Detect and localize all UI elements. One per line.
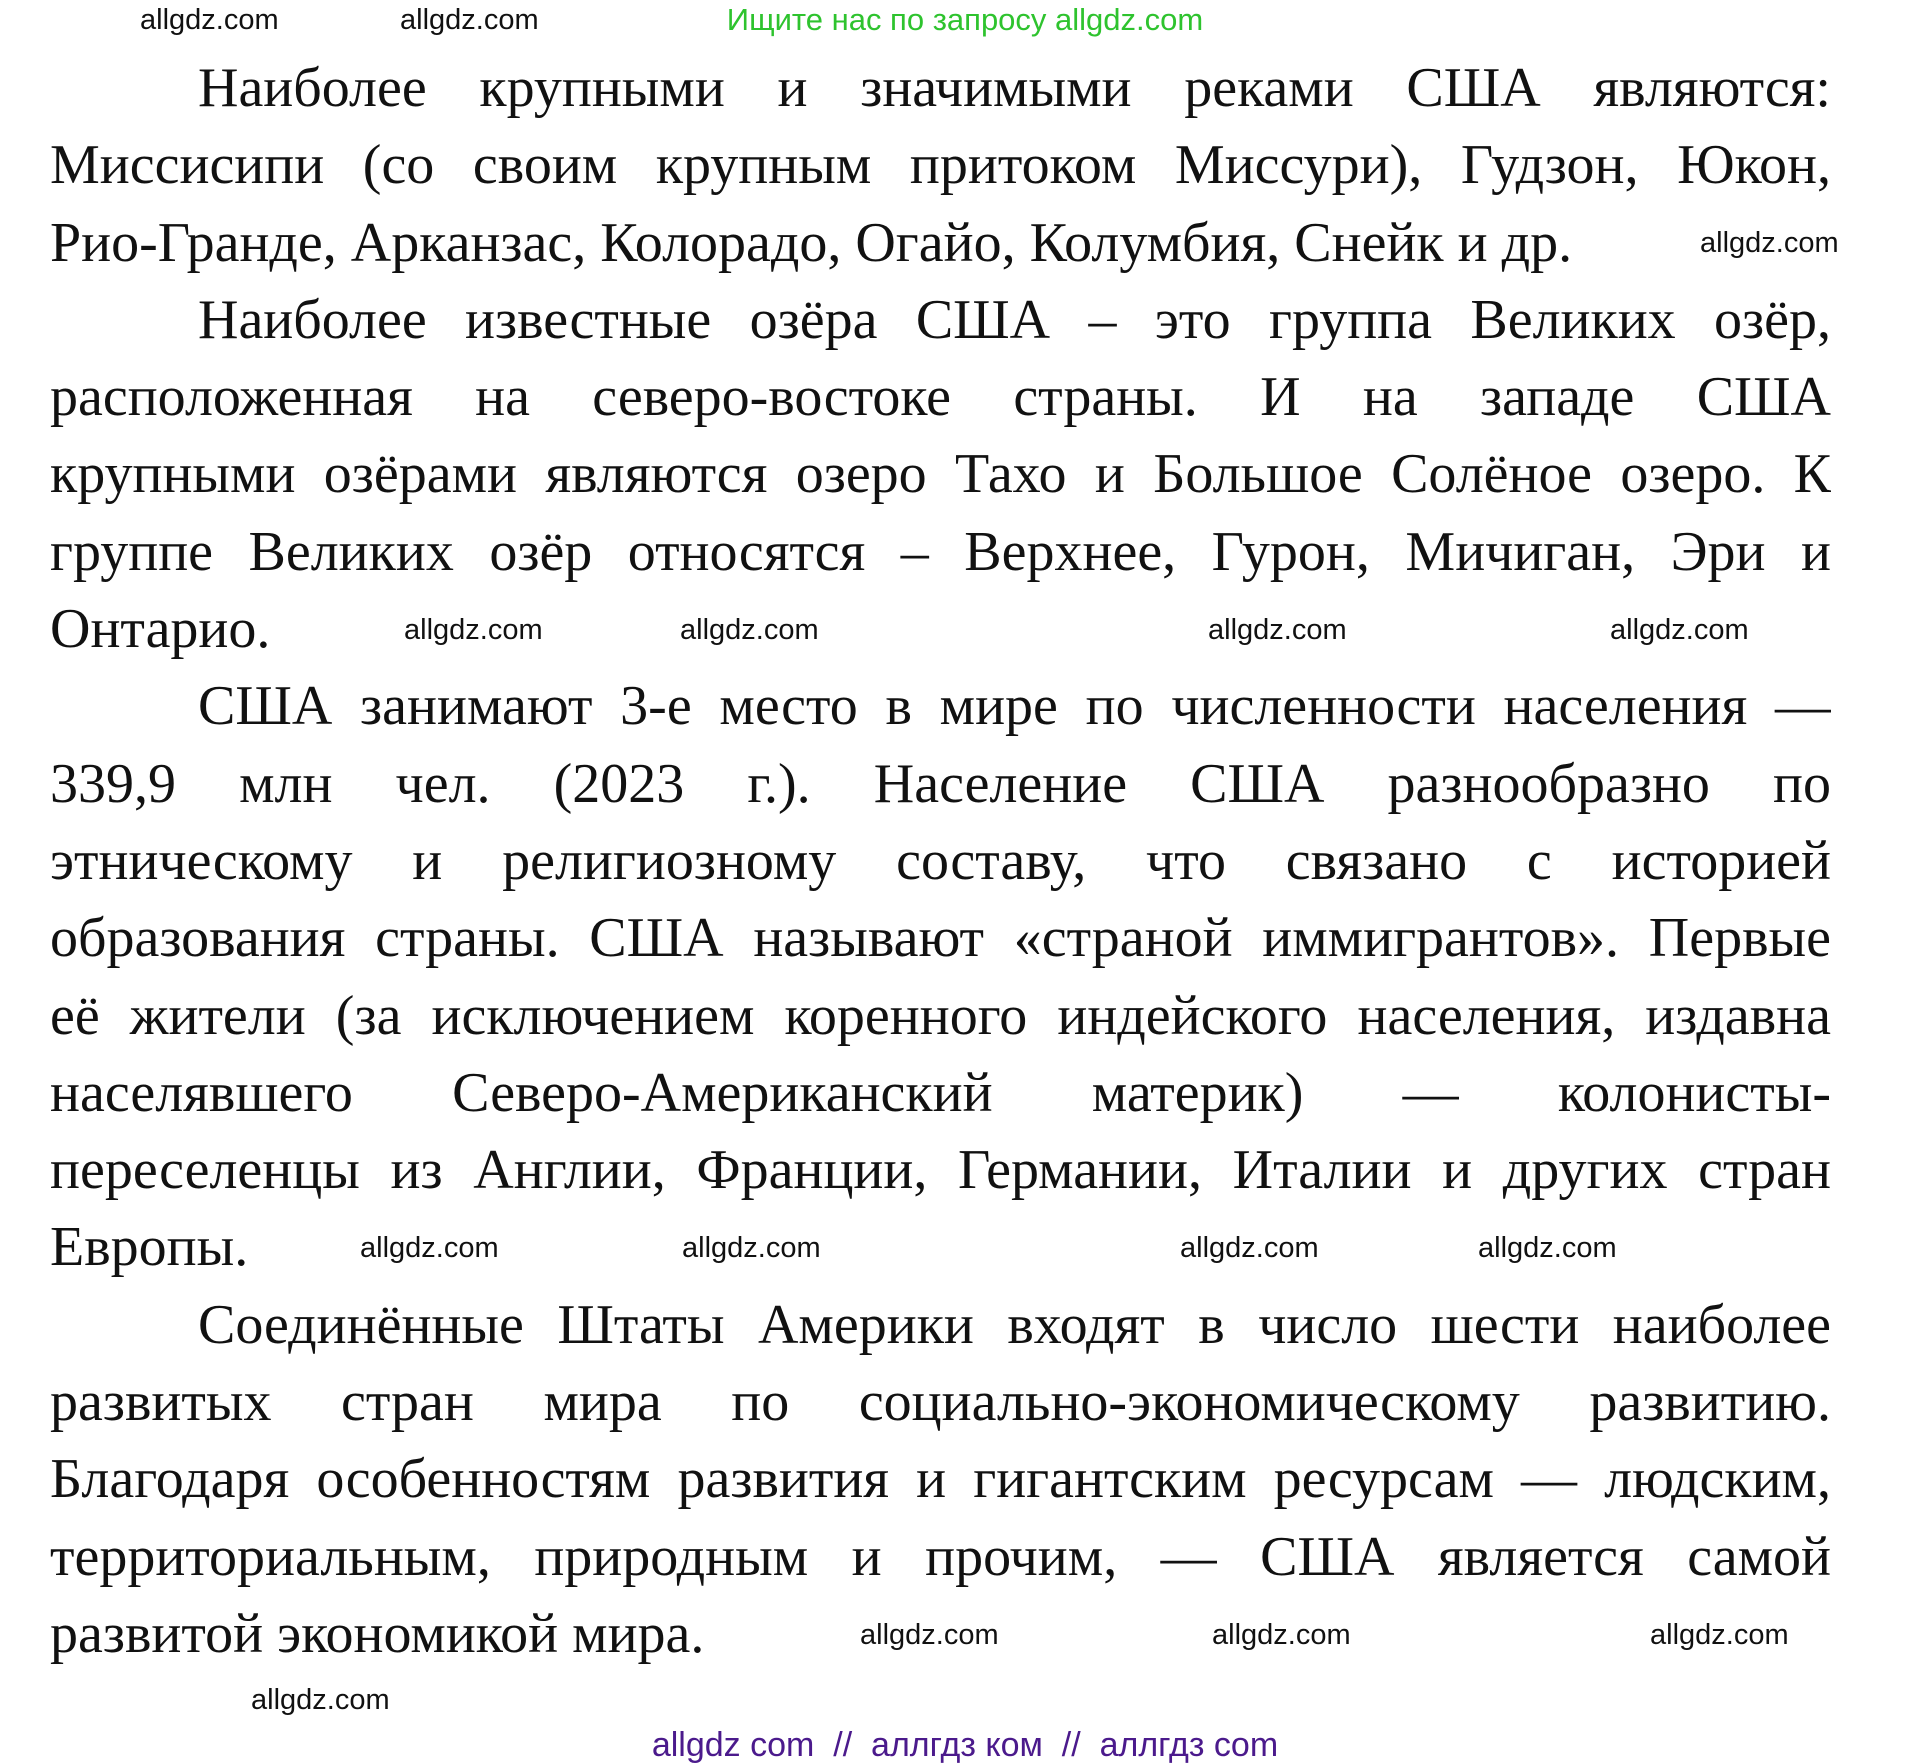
text-line: США занимают 3-е место в мире по численности населения — <box>198 675 1831 738</box>
text-line: Наиболее крупными и значимыми реками США являются: <box>198 57 1831 119</box>
text-line: Благодаря особенностям развития и гигантским ресурсам — людским, <box>50 1448 1831 1511</box>
text-line: территориальным, природным и прочим, — США является самой <box>50 1525 1831 1588</box>
watermark: allgdz.com <box>1650 1619 1789 1651</box>
text-line: 339,9 млн чел. (2023 г.). Население США разнообразно по <box>50 752 1831 815</box>
text-line: населявшего Северо-Американский материк) — колонисты- <box>50 1061 1831 1124</box>
watermark: allgdz.com <box>860 1619 999 1651</box>
text-line: Рио-Гранде, Арканзас, Колорадо, Огайо, Колумбия, Снейк и др. <box>50 211 1573 274</box>
text-line: образования страны. США называют «страной иммигрантов». Первые <box>50 907 1831 970</box>
watermark: allgdz.com <box>404 614 543 646</box>
footer-watermark: allgdz com // аллгдз ком // аллгдз com <box>651 1726 1279 1764</box>
header-watermark: Ищите нас по запросу allgdz.com <box>726 2 1204 37</box>
text-line: Соединённые Штаты Америки входят в число шести наиболее <box>198 1293 1831 1356</box>
document-text <box>50 50 1831 1673</box>
text-line: Онтарио. <box>50 598 271 661</box>
watermark: allgdz.com <box>1180 1232 1319 1264</box>
text-line: развитых стран мира по социально-экономическому развитию. <box>50 1371 1831 1434</box>
text-line: Наиболее известные озёра США – это группа Великих озёр, <box>198 288 1831 351</box>
text-line: расположенная на северо-востоке страны. И на западе США <box>50 366 1831 429</box>
watermark: allgdz.com <box>1610 614 1749 646</box>
text-line: крупными озёрами являются озеро Тахо и Большое Солёное озеро. К <box>50 443 1831 506</box>
watermark: allgdz.com <box>680 614 819 646</box>
watermark: allgdz.com <box>1478 1232 1617 1264</box>
text-line: развитой экономикой мира. <box>50 1602 705 1665</box>
watermark: allgdz.com <box>140 4 279 36</box>
text-line: этническому и религиозному составу, что связано с историей <box>50 829 1831 892</box>
text-line: Миссисипи (со своим крупным притоком Миссури), Гудзон, Юкон, <box>50 134 1831 197</box>
text-line: её жители (за исключением коренного индейского населения, издавна <box>50 984 1831 1047</box>
text-line: Европы. <box>50 1216 249 1279</box>
watermark: allgdz.com <box>1212 1619 1351 1651</box>
text-line: переселенцы из Англии, Франции, Германии, Италии и других стран <box>50 1139 1831 1202</box>
watermark: allgdz.com <box>682 1232 821 1264</box>
watermark: allgdz.com <box>1208 614 1347 646</box>
watermark: allgdz.com <box>1700 227 1839 259</box>
watermark: allgdz.com <box>400 4 539 36</box>
text-line: группе Великих озёр относятся – Верхнее, Гурон, Мичиган, Эри и <box>50 520 1831 583</box>
watermark: allgdz.com <box>360 1232 499 1264</box>
watermark: allgdz.com <box>251 1684 390 1716</box>
